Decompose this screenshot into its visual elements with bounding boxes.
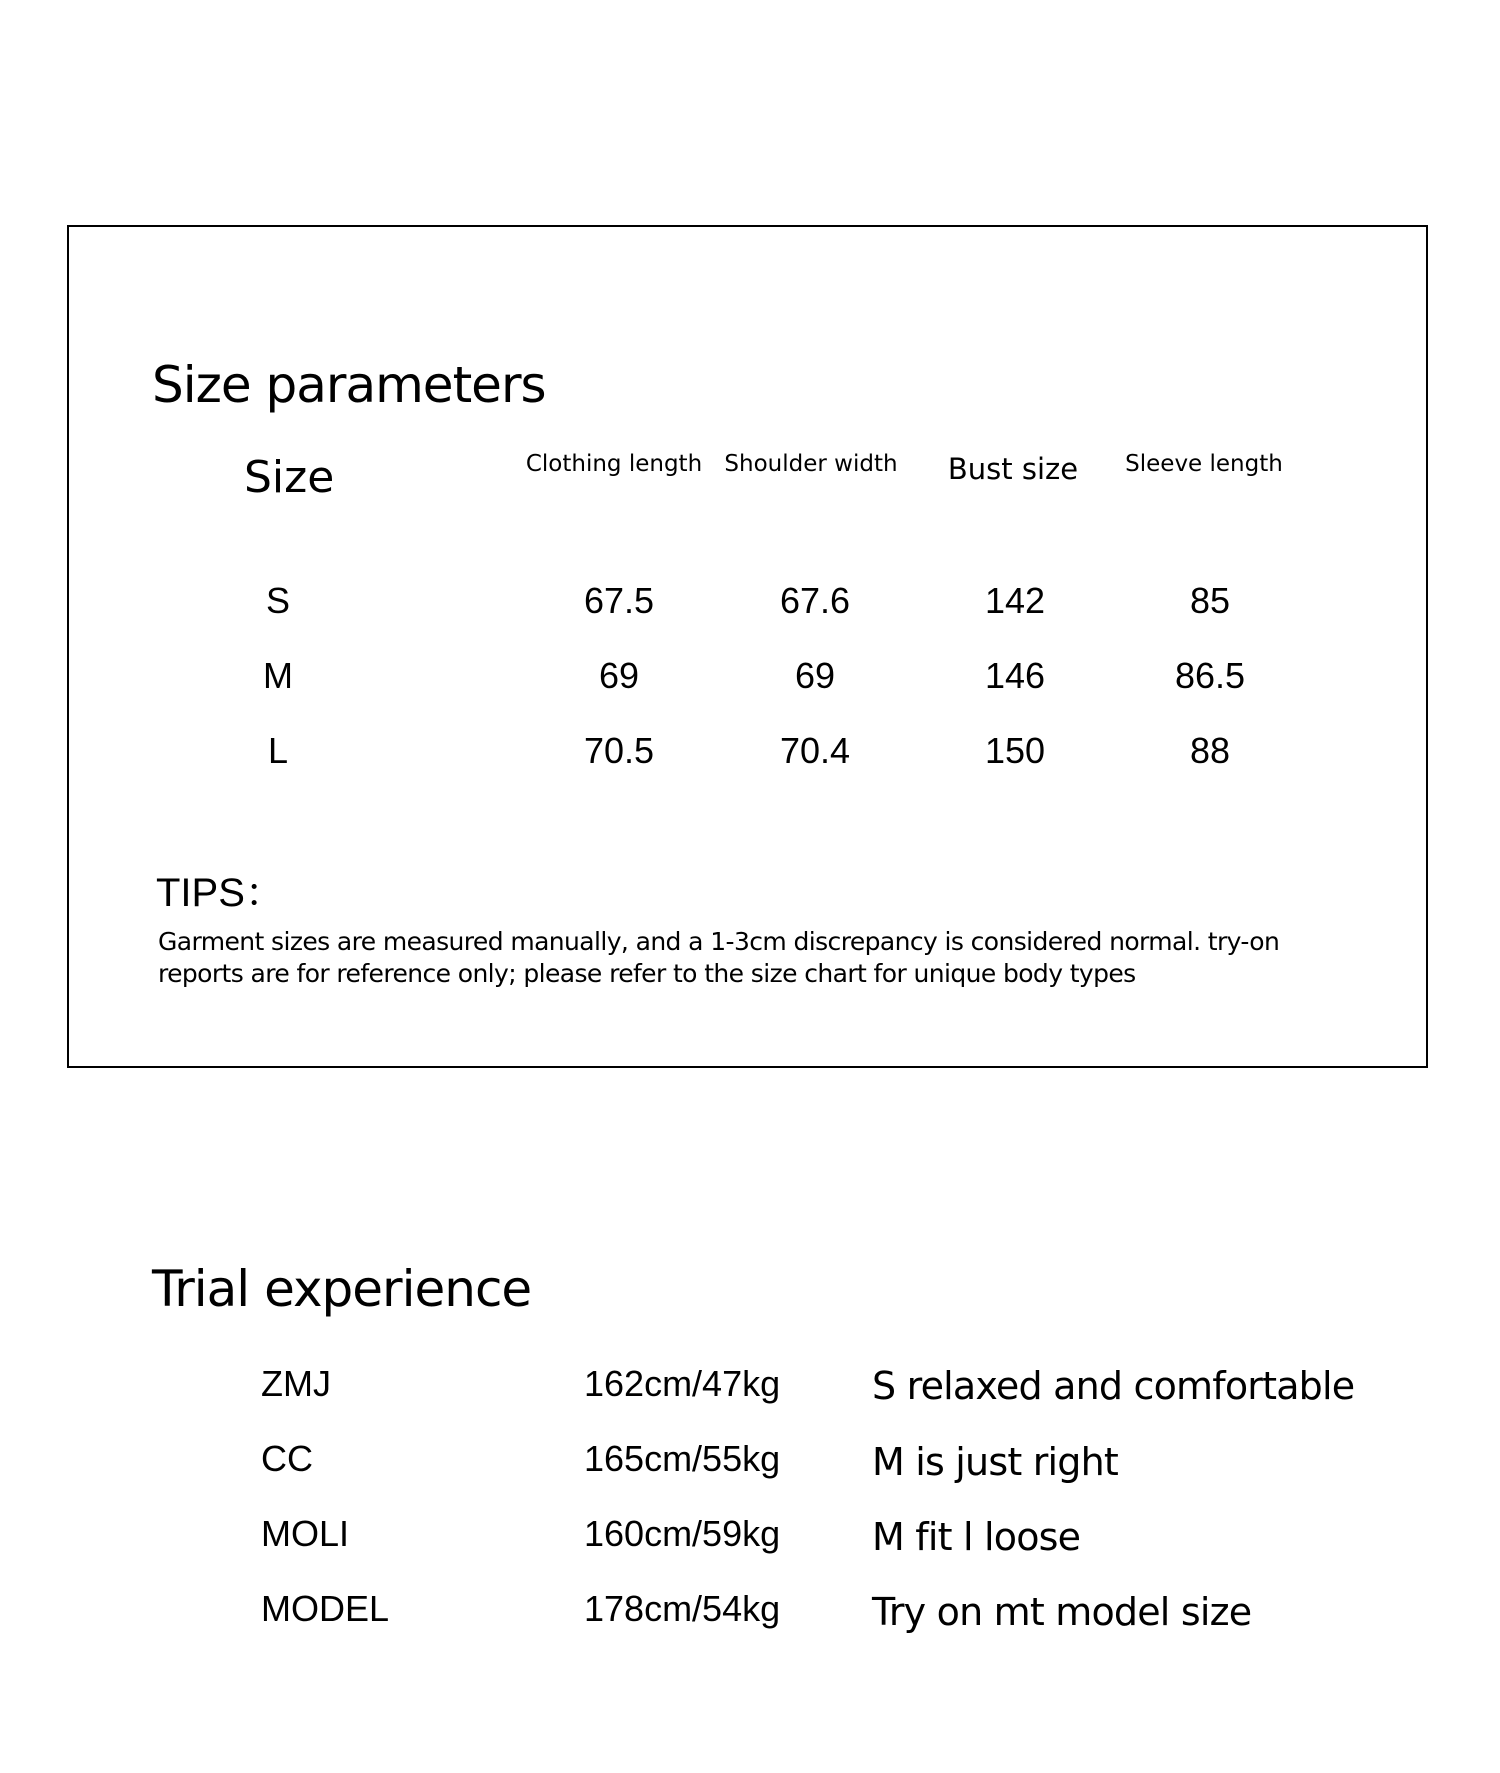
size-cell-s: S [265, 580, 290, 621]
trial-fit: S relaxed and comfortable [872, 1364, 1355, 1408]
trial-stats: 162cm/47kg [584, 1363, 781, 1404]
trial-fit: M fit l loose [872, 1515, 1081, 1559]
size-column-header: Size [244, 452, 335, 503]
clothing-length-cell: 70.5 [583, 730, 655, 771]
clothing-length-cell: 69 [598, 655, 640, 696]
shoulder-width-cell: 69 [794, 655, 836, 696]
sleeve-length-header: Sleeve length [1125, 451, 1283, 477]
trial-stats: 178cm/54kg [584, 1588, 781, 1629]
trial-stats: 160cm/59kg [584, 1513, 781, 1554]
trial-name: MOLI [261, 1513, 350, 1554]
tips-label: TIPS： [156, 871, 285, 915]
trial-name: MODEL [261, 1588, 390, 1629]
bust-size-cell: 146 [984, 655, 1046, 696]
size-parameters-title: Size parameters [152, 355, 546, 414]
shoulder-width-cell: 70.4 [779, 730, 851, 771]
bust-size-cell: 142 [984, 580, 1046, 621]
bust-size-cell: 150 [984, 730, 1046, 771]
trial-name: ZMJ [261, 1363, 331, 1404]
clothing-length-header: Clothing length [525, 451, 703, 477]
trial-stats: 165cm/55kg [584, 1438, 781, 1479]
tips-text: Garment sizes are measured manually, and a 1-3cm discrepancy is considered normal. try-on reports are for reference only; please refer to the size chart for unique body types [158, 927, 1280, 988]
bust-size-header: Bust size [947, 452, 1079, 486]
trial-fit: M is just right [872, 1440, 1119, 1484]
trial-name: CC [261, 1438, 313, 1479]
shoulder-width-header: Shoulder width [724, 451, 898, 477]
clothing-length-cell: 67.5 [583, 580, 655, 621]
sleeve-length-cell: 85 [1189, 580, 1231, 621]
trial-fit: Try on mt model size [872, 1590, 1252, 1634]
sleeve-length-cell: 88 [1189, 730, 1231, 771]
trial-experience-title: Trial experience [152, 1259, 532, 1318]
size-cell-m: M [263, 655, 293, 696]
sleeve-length-cell: 86.5 [1174, 655, 1246, 696]
size-cell-l: L [267, 730, 289, 771]
shoulder-width-cell: 67.6 [779, 580, 851, 621]
